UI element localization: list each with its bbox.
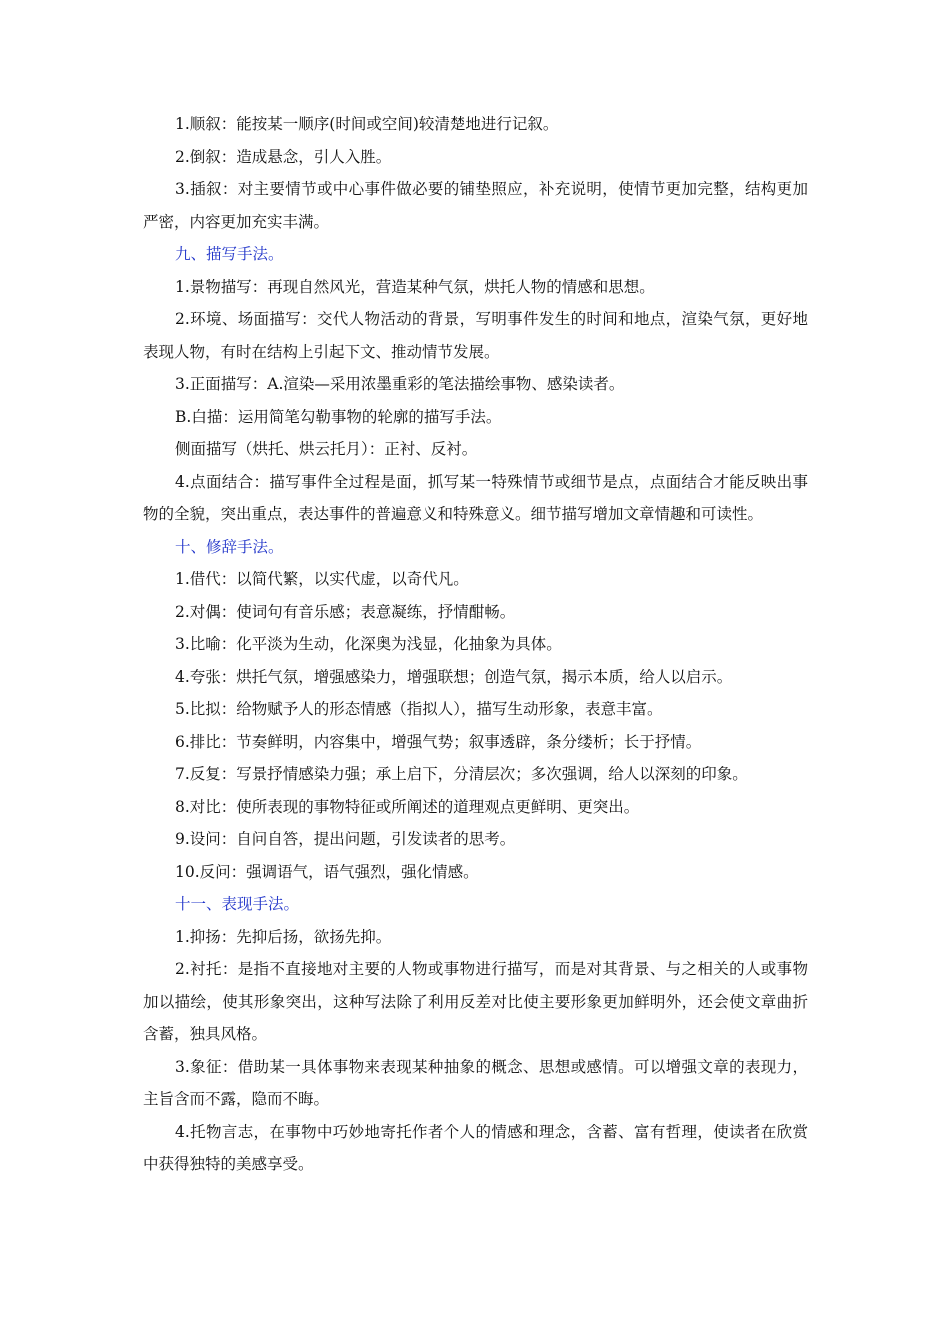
paragraph: 3.比喻：化平淡为生动，化深奥为浅显，化抽象为具体。 xyxy=(175,635,562,653)
section-heading: 九、描写手法。 xyxy=(175,245,284,263)
paragraph: 3.象征：借助某一具体事物来表现某种抽象的概念、思想或感情。可以增强文章的表现力，主旨含而不露，隐而不晦。 xyxy=(143,1057,808,1108)
paragraph: 侧面描写（烘托、烘云托月）：正衬、反衬。 xyxy=(175,440,478,458)
paragraph: 9.设问：自问自答，提出问题，引发读者的思考。 xyxy=(175,830,516,848)
paragraph: 4.托物言志，在事物中巧妙地寄托作者个人的情感和理念，含蓄、富有哲理，使读者在欣赏中获得独特的美感享受。 xyxy=(143,1122,808,1173)
paragraph: 4.夸张：烘托气氛，增强感染力，增强联想；创造气氛，揭示本质，给人以启示。 xyxy=(175,667,733,686)
paragraph: 1.抑扬：先抑后扬，欲扬先抑。 xyxy=(175,927,392,946)
paragraph: 1.景物描写：再现自然风光，营造某种气氛，烘托人物的情感和思想。 xyxy=(175,277,655,296)
paragraph: 7.反复：写景抒情感染力强；承上启下，分清层次；多次强调，给人以深刻的印象。 xyxy=(175,765,748,783)
paragraph: 3.正面描写：A.渲染—采用浓墨重彩的笔法描绘事物、感染读者。 xyxy=(175,375,625,393)
paragraph: 4.点面结合：描写事件全过程是面，抓写某一特殊情节或细节是点，点面结合才能反映出事物的全貌，突出重点，表达事件的普遍意义和特殊意义。细节描写增加文章情趣和可读性。 xyxy=(143,472,808,523)
paragraph: 6.排比：节奏鲜明，内容集中，增强气势；叙事透辟，条分缕析；长于抒情。 xyxy=(175,732,702,751)
paragraph: 1.借代：以简代繁，以实代虚，以奇代凡。 xyxy=(175,570,469,588)
section-heading: 十一、表现手法。 xyxy=(175,895,300,913)
paragraph: 2.衬托：是指不直接地对主要的人物或事物进行描写，而是对其背景、与之相关的人或事物加以描绘，使其形象突出，这种写法除了利用反差对比使主要形象更加鲜明外，还会使文章曲折含蓄，独具风格。 xyxy=(143,960,808,1043)
paragraph: 2.倒叙：造成悬念，引人入胜。 xyxy=(175,147,392,166)
paragraph: 3.插叙：对主要情节或中心事件做必要的铺垫照应，补充说明，使情节更加完整，结构更加严密，内容更加充实丰满。 xyxy=(143,180,808,231)
paragraph: 10.反问：强调语气，语气强烈，强化情感。 xyxy=(175,862,479,881)
document-body xyxy=(143,108,808,1181)
paragraph: 1.顺叙：能按某一顺序(时间或空间)较清楚地进行记叙。 xyxy=(175,115,559,133)
paragraph: 8.对比：使所表现的事物特征或所阐述的道理观点更鲜明、更突出。 xyxy=(175,797,640,816)
paragraph: 2.对偶：使词句有音乐感；表意凝练，抒情酣畅。 xyxy=(175,602,516,621)
paragraph: 5.比拟：给物赋予人的形态情感（指拟人），描写生动形象，表意丰富。 xyxy=(175,700,663,718)
paragraph: 2.环境、场面描写：交代人物活动的背景，写明事件发生的时间和地点，渲染气氛，更好地表现人物，有时在结构上引起下文、推动情节发展。 xyxy=(143,310,808,361)
paragraph: B.白描：运用简笔勾勒事物的轮廓的描写手法。 xyxy=(175,407,502,426)
section-heading: 十、修辞手法。 xyxy=(175,537,284,556)
